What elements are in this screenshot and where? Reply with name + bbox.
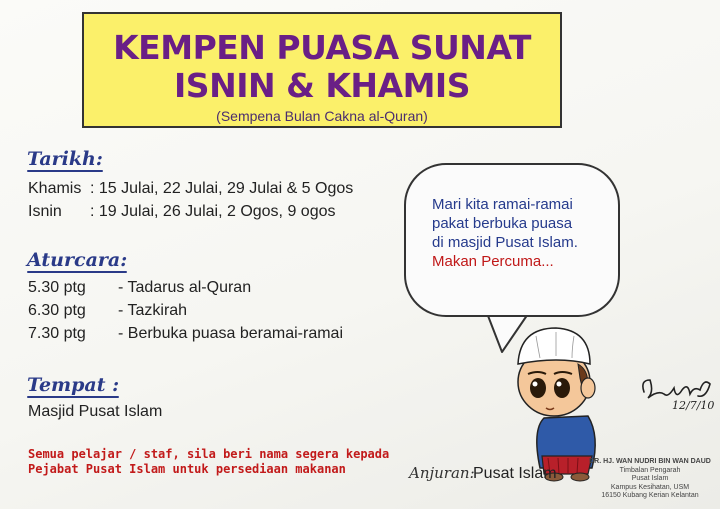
title-line-2: ISNIN & KHAMIS (174, 66, 470, 105)
aturcara-item: - Tadarus al-Quran (118, 279, 252, 296)
tempat-heading: Tempat : (27, 374, 120, 396)
tempat-value: Masjid Pusat Islam (28, 403, 163, 420)
tarikh-day-isnin: Isnin (28, 203, 62, 220)
title-banner (82, 12, 562, 128)
stamp-org: Pusat Islam (631, 475, 669, 483)
subtitle: (Sempena Bulan Cakna al-Quran) (216, 108, 428, 124)
aturcara-item: - Berbuka puasa beramai-ramai (118, 325, 343, 342)
aturcara-time: 7.30 ptg (28, 325, 86, 342)
anjuran-value: Pusat Islam (473, 465, 557, 482)
signature-date: 12/7/10 (672, 399, 715, 412)
tarikh-heading: Tarikh: (27, 148, 103, 170)
bubble-line-3: di masjid Pusat Islam. (432, 234, 578, 251)
official-stamp (583, 458, 717, 501)
aturcara-item: - Tazkirah (118, 302, 188, 319)
aturcara-time: 6.30 ptg (28, 302, 86, 319)
registration-note-line-2: Pejabat Pusat Islam untuk persediaan makanan (28, 462, 346, 476)
aturcara-heading: Aturcara: (27, 249, 128, 271)
title-line-1: KEMPEN PUASA SUNAT (113, 28, 531, 67)
tarikh-dates-khamis: : 15 Julai, 22 Julai, 29 Julai & 5 Ogos (90, 180, 354, 197)
bubble-line-1: Mari kita ramai-ramai (432, 196, 573, 213)
bubble-line-4: Makan Percuma... (432, 253, 554, 270)
bubble-line-2: pakat berbuka puasa (432, 215, 573, 232)
tarikh-dates-isnin: : 19 Julai, 26 Julai, 2 Ogos, 9 ogos (90, 203, 336, 220)
stamp-name: DR. HJ. WAN NUDRI BIN WAN DAUD (589, 458, 711, 465)
stamp-title: Timbalan Pengarah (619, 466, 681, 474)
stamp-campus: Kampus Kesihatan, USM (610, 483, 690, 491)
tarikh-day-khamis: Khamis (28, 180, 82, 197)
aturcara-time: 5.30 ptg (28, 279, 86, 296)
stamp-address: 16150 Kubang Kerian Kelantan (601, 492, 699, 500)
speech-bubble-tail-mask (440, 290, 560, 320)
registration-note-line-1: Semua pelajar / staf, sila beri nama segera kepada (28, 447, 390, 461)
anjuran-label: Anjuran: (409, 464, 475, 482)
